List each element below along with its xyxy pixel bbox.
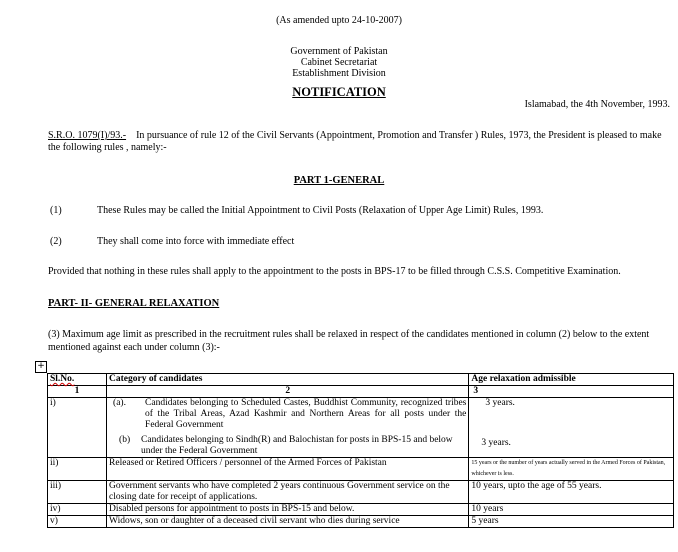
relaxation-cell: 15 years or the number of years actually served in the Armed Forces of Pakistan, whichever is less. [469,458,674,481]
table-row [48,481,674,504]
relaxation-value: 3 years. [481,438,511,448]
relaxation-cell: 5 years [469,516,674,528]
amended-note: (As amended upto 24-10-2007) [276,15,402,26]
column-number-row [48,386,674,398]
relaxation-cell [469,398,674,458]
header-cell: Age relaxation admissible [469,374,674,386]
issuing-authority [0,46,678,79]
proviso: Provided that nothing in these rules shall apply to the appointment to the posts in BPS-17 to be filled through C.S.S. Competitive Examination. [48,266,621,277]
govt-line: Establishment Division [292,68,386,79]
sro-paragraph [48,130,674,154]
table-row [48,398,674,458]
rule-text: They shall come into force with immediate effect [97,236,295,247]
relaxation-cell: 10 years [469,504,674,516]
sub-item-text: Candidates belonging to Scheduled Castes, Buddhist Community, recognized tribes of the Tribal Areas, Azad Kashmir and Northern Areas for all posts under the Federal Government [145,398,467,430]
category-cell: Government servants who have completed 2 years continuous Government service on the closing date for receipt of applications. [107,481,469,504]
rule-number: (2) [50,236,62,247]
category-cell [107,398,469,458]
part1-heading: PART 1-GENERAL [293,175,385,186]
column-number: 3 [469,386,674,398]
table-row [48,504,674,516]
serial-cell: i) [48,398,107,458]
place-date: Islamabad, the 4th November, 1993. [524,99,670,110]
table-row [48,458,674,481]
category-cell: Widows, son or daughter of a deceased civil servant who dies during service [107,516,469,528]
category-cell: Disabled persons for appointment to posts in BPS-15 and below. [107,504,469,516]
serial-cell: iv) [48,504,107,516]
rule3-text: (3) Maximum age limit as prescribed in the recruitment rules shall be relaxed in respect of the candidates mentioned in column (2) below to the extent mentioned against each under column (3):- [48,329,650,353]
sub-item-label: (b) [119,435,131,445]
sub-item-label: (a). [113,398,126,408]
serial-cell: ii) [48,458,107,481]
table-move-handle-icon[interactable]: + [35,361,47,373]
relaxation-value: 3 years. [485,398,515,408]
sub-item [109,398,466,433]
rule-text: These Rules may be called the Initial Appointment to Civil Posts (Relaxation of Upper Age Limit) Rules, 1993. [97,205,544,216]
category-cell: Released or Retired Officers / personnel of the Armed Forces of Pakistan [107,458,469,481]
govt-line: Cabinet Secretariat [300,57,378,68]
serial-cell: iii) [48,481,107,504]
table-row [48,516,674,528]
serial-cell: v) [48,516,107,528]
sro-number: S.R.O. 1079(I)/93.- [48,130,127,141]
govt-line: Government of Pakistan [290,46,388,57]
column-number: 2 [107,386,469,398]
sro-text: In pursuance of rule 12 of the Civil Servants (Appointment, Promotion and Transfer ) Rules, 1973, the President is pleased to make the following rules , namely:- [48,130,662,153]
relaxation-cell: 10 years, upto the age of 55 years. [469,481,674,504]
rule-number: (1) [50,205,62,216]
header-cell: Sl.No. [48,374,107,386]
header-cell: Category of candidates [107,374,469,386]
sub-item-text: Candidates belonging to Sindh(R) and Balochistan for posts in BPS-15 and below under the Federal Government [141,435,453,456]
column-number: 1 [48,386,107,398]
part2-heading: PART- II- GENERAL RELAXATION [48,298,220,309]
table-header-row [48,374,674,386]
page-title: NOTIFICATION [292,85,386,99]
sub-item [109,433,466,457]
relaxation-table [47,373,674,528]
